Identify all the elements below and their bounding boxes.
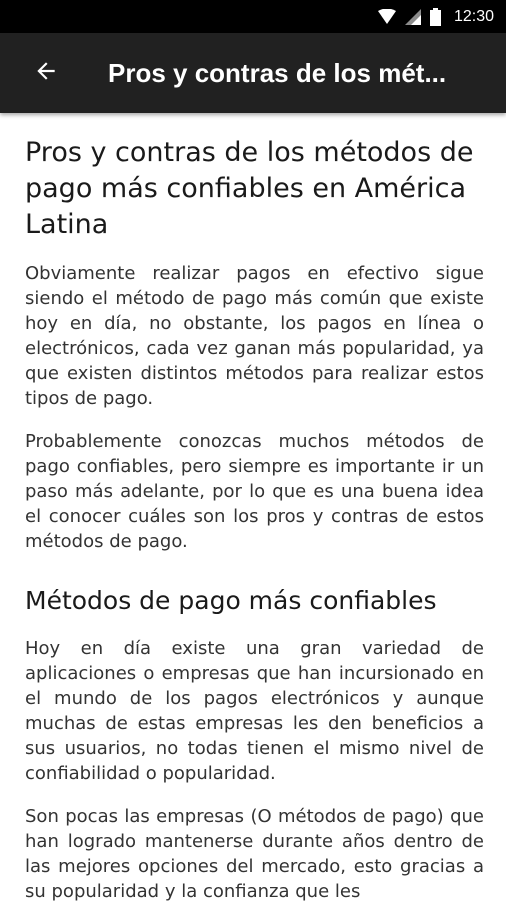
signal-icon — [405, 9, 421, 25]
status-bar — [0, 0, 506, 33]
section-paragraph: Son pocas las empresas (O métodos de pago) que han logrado mantenerse durante años dentro de las mejores opciones del mercado, esto gracias a su popularidad y la confianza que les — [25, 806, 484, 902]
article-paragraph: Probablemente conozcas muchos métodos de pago confiables, pero siempre es importante ir un paso más adelante, por lo que es una buena idea el conocer cuáles son los pros y contras de estos métodos de pago. — [25, 431, 484, 552]
status-time: 12:30 — [453, 7, 494, 25]
article-title: Pros y contras de los métodos de pago más confiables en América Latina — [25, 137, 474, 240]
article-content[interactable] — [25, 113, 484, 904]
app-bar — [0, 33, 506, 113]
article-paragraph: Obviamente realizar pagos en efectivo sigue siendo el método de pago más común que existe hoy en día, no obstante, los pagos en línea o electrónicos, cada vez ganan más popularidad, ya que existen distintos métodos para realizar estos tipos de pago. — [25, 263, 484, 409]
section-paragraph: Hoy en día existe una gran variedad de aplicaciones o empresas que han incursionado en el mundo de los pagos electrónicos y aunque muchas de estas empresas les den beneficios a sus usuarios, no todas tienen el mismo nivel de confiabilidad o popularidad. — [25, 638, 484, 784]
app-bar-title: Pros y contras de los mét... — [108, 58, 447, 88]
arrow-back-icon — [33, 58, 59, 89]
battery-icon — [430, 8, 441, 26]
back-button[interactable] — [22, 49, 70, 97]
section-heading: Métodos de pago más confiables — [25, 586, 437, 615]
status-icons — [378, 0, 494, 33]
wifi-icon — [378, 9, 396, 25]
